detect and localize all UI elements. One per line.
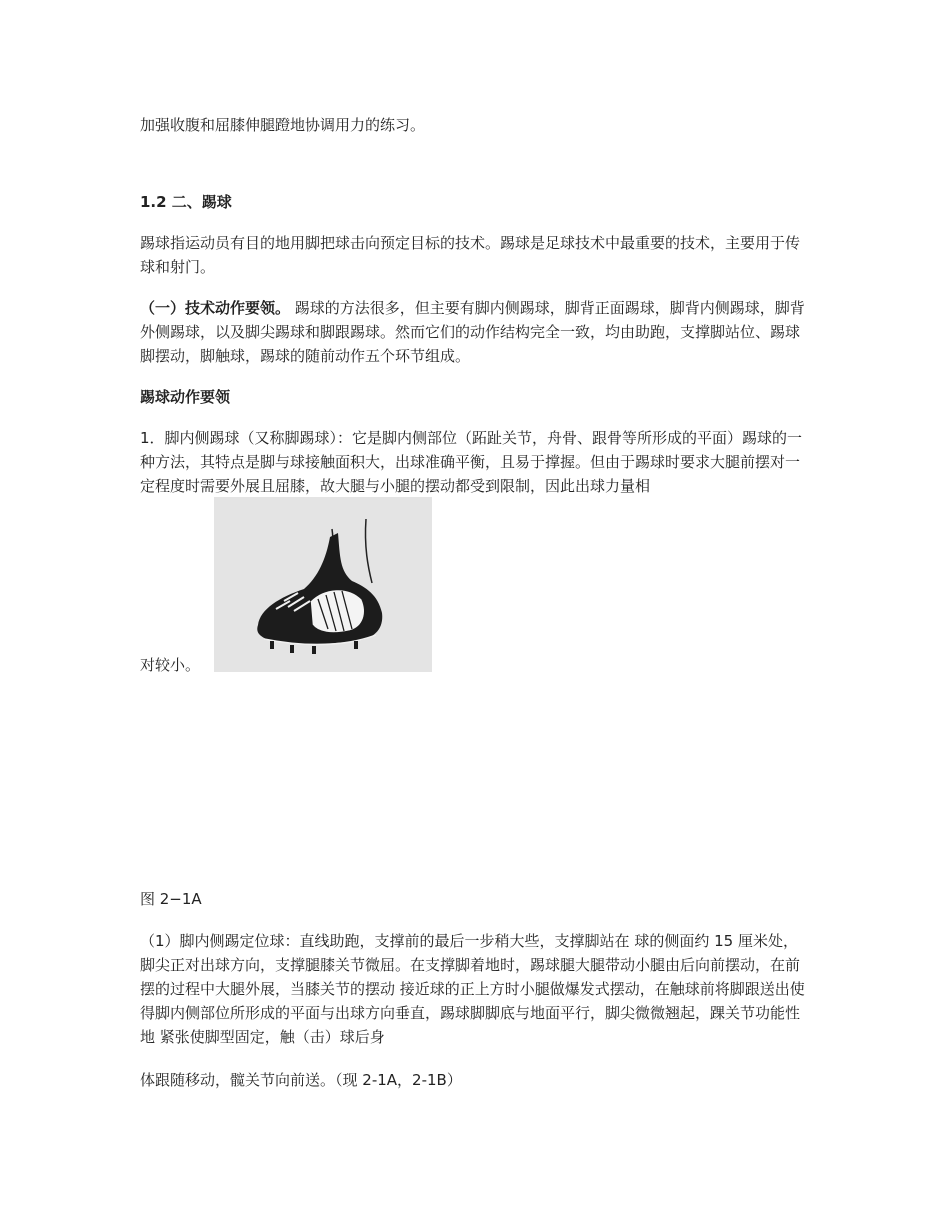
intro-paragraph: 加强收腹和屈膝伸腿蹬地协调用力的练习。 bbox=[140, 116, 426, 134]
inside-foot-paragraph-tail: 对较小。 bbox=[140, 656, 201, 674]
essentials-label: （一）技术动作要领。 bbox=[140, 299, 291, 317]
soccer-boot-figure bbox=[214, 497, 432, 672]
stationary-ball-paragraph: （1）脚内侧踢定位球：直线助跑，支撑前的最后一步稍大些，支撑脚站在 球的侧面约 15 厘米处，脚尖正对出球方向，支撑腿膝关节微屈。在支撑脚着地时，踢球腿大腿带动小腿由后向前摆动，在前摆的过程中大腿外展，当膝关节的摆动 接近球的正上方时小腿做爆发式摆动，在触球前将脚跟送出使得脚内侧部位所形成的平面与出球方向垂直，踢球脚脚底与地面平行，脚尖微微翘起，踝关节功能性地 紧张使脚型固定，触（击）球后身 bbox=[140, 932, 805, 1046]
section-heading: 1.2 二、踢球 bbox=[140, 193, 232, 211]
figure-caption: 图 2−1A bbox=[140, 890, 202, 908]
soccer-boot-drawing-icon bbox=[214, 497, 432, 672]
stationary-ball-continuation: 体跟随移动，髋关节向前送。（现 2-1A，2-1B） bbox=[140, 1071, 462, 1089]
definition-paragraph: 踢球指运动员有目的地用脚把球击向预定目标的技术。踢球是足球技术中最重要的技术，主要用于传球和射门。 bbox=[140, 234, 801, 276]
essentials-paragraph bbox=[140, 296, 812, 368]
inline-figure-row bbox=[140, 497, 812, 675]
inside-foot-paragraph: 1．脚内侧踢球（又称脚踢球）：它是脚内侧部位（跖趾关节，舟骨、跟骨等所形成的平面）踢球的一种方法，其特点是脚与球接触面积大，出球准确平衡，且易于撑握。但由于踢球时要求大腿前摆对一定程度时需要外展且屈膝，故大腿与小腿的摆动都受到限制，因此出球力量相 bbox=[140, 429, 803, 495]
essentials-text: 踢球的方法很多，但主要有脚内侧踢球，脚背正面踢球，脚背内侧踢球，脚背外侧踢球，以及脚尖踢球和脚跟踢球。然而它们的动作结构完全一致，均由助跑，支撑脚站位、踢球脚摆动，脚触球，踢球的随前动作五个环节组成。 bbox=[140, 299, 805, 365]
sub-heading: 踢球动作要领 bbox=[140, 388, 231, 406]
